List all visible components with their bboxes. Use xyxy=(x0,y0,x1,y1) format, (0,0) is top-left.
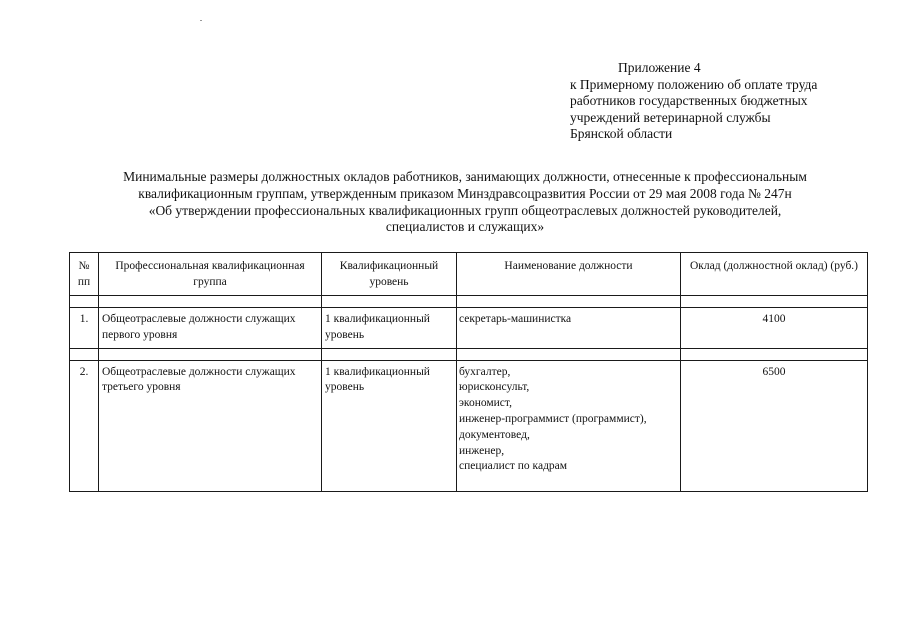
header-salary: Оклад (должностной оклад) (руб.) xyxy=(681,253,868,296)
row-group: Общеотраслевые должности служащих первого уровня xyxy=(99,308,322,349)
row-num: 1. xyxy=(70,308,99,349)
position-item: экономист, xyxy=(459,397,512,410)
scan-speck xyxy=(200,20,202,21)
row-num: 2. xyxy=(70,360,99,491)
position-item: бухгалтер, xyxy=(459,365,511,378)
position-item: специалист по кадрам xyxy=(459,460,568,473)
position-item: инженер-программист (программист), xyxy=(459,412,647,425)
row-salary: 6500 xyxy=(681,360,868,491)
heading-line: специалистов и служащих» xyxy=(385,219,545,235)
row-salary: 4100 xyxy=(681,308,868,349)
table-spacer-row xyxy=(70,296,868,308)
position-item: инженер, xyxy=(459,444,505,457)
appendix-block xyxy=(570,60,890,143)
position-item: секретарь-машинистка xyxy=(459,313,572,325)
heading-line: Минимальные размеры должностных окладов работников, занимающих должности, отнесенные к профессиональным xyxy=(123,169,807,184)
row-positions xyxy=(457,308,681,349)
appendix-line: к Примерному положению об оплате труда xyxy=(570,76,818,92)
row-group: Общеотраслевые должности служащих третьего уровня xyxy=(99,360,322,491)
header-level: Квалификационный уровень xyxy=(322,253,457,296)
position-item: документовед, xyxy=(459,428,530,441)
heading-line: квалификационным группам, утвержденным приказом Минздравсоцразвития России от 29 мая 2008 года № 247н xyxy=(138,185,792,201)
salary-table xyxy=(69,252,868,492)
appendix-line: работников государственных бюджетных xyxy=(570,93,808,109)
appendix-title: Приложение 4 xyxy=(618,60,701,75)
header-position: Наименование должности xyxy=(457,253,681,296)
document-heading xyxy=(60,169,870,236)
header-group: Профессиональная квалификационная группа xyxy=(99,253,322,296)
row-level: 1 квалификационный уровень xyxy=(322,308,457,349)
heading-line: «Об утверждении профессиональных квалификационных групп общеотраслевых должностей руководителей, xyxy=(148,202,782,218)
row-positions xyxy=(457,360,681,491)
table-row xyxy=(70,360,868,491)
header-num: № пп xyxy=(70,253,99,296)
table-spacer-row xyxy=(70,348,868,360)
appendix-line: учреждений ветеринарной службы xyxy=(570,109,771,125)
table-row xyxy=(70,308,868,349)
position-item: юрисконсульт, xyxy=(459,381,530,394)
table-header-row xyxy=(70,253,868,296)
appendix-line: Брянской области xyxy=(570,126,673,142)
row-level: 1 квалификационный уровень xyxy=(322,360,457,491)
